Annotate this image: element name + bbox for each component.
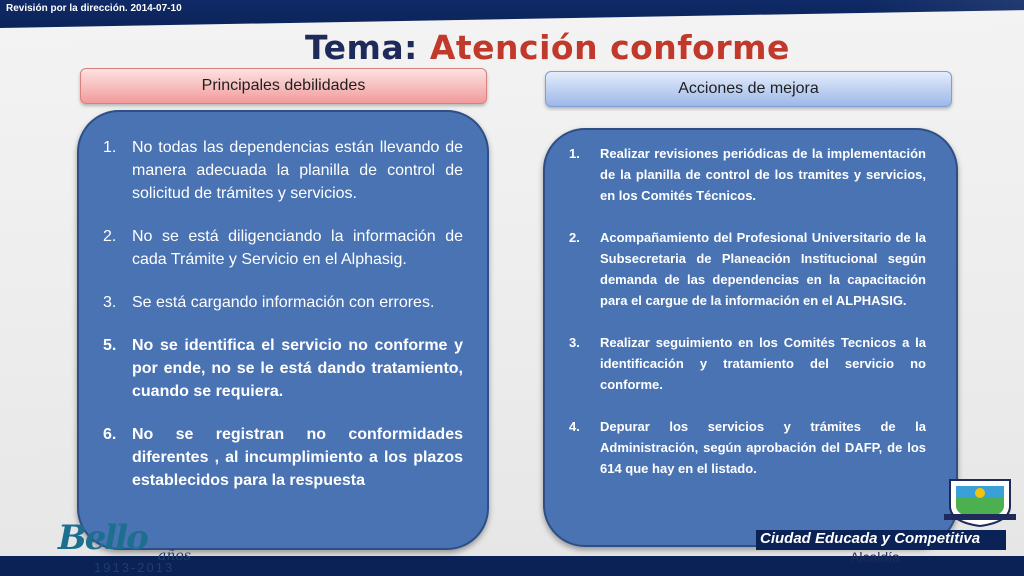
list-item (103, 136, 463, 205)
coat-of-arms-icon (942, 476, 1018, 528)
list-item (103, 225, 463, 271)
item-text: No se registran no conformidades diferentes , al incumplimiento a los plazos establecidos para la respuesta (132, 426, 463, 489)
item-number: 3. (569, 335, 580, 350)
actions-heading (545, 71, 952, 107)
list-item (103, 291, 463, 314)
title-lead: Tema: (305, 28, 430, 67)
list-item (103, 334, 463, 403)
item-text: Realizar seguimiento en los Comités Tecnicos a la identificación y tratamiento del servicio no conforme. (600, 335, 926, 392)
title-accent: Atención conforme (429, 28, 790, 67)
list-item (569, 332, 926, 395)
slide-title (305, 28, 790, 67)
item-number: 2. (569, 230, 580, 245)
list-item (569, 416, 926, 479)
centenary-anos: años (158, 548, 191, 564)
list-item (569, 143, 926, 206)
presentation-meta: Revisión por la dirección. 2014-07-10 (6, 3, 182, 14)
item-number: 1. (569, 146, 580, 161)
item-text: No se está diligenciando la información de cada Trámite y Servicio en el Alphasig. (132, 228, 463, 268)
item-number: 6. (103, 426, 117, 443)
centenary-logo (58, 520, 218, 576)
weaknesses-heading-label: Principales debilidades (201, 77, 366, 94)
list-item (569, 227, 926, 311)
item-number: 5. (103, 337, 117, 354)
item-text: No todas las dependencias están llevando de manera adecuada la planilla de control de solicitud de trámites y servicios. (132, 139, 463, 202)
municipality-slogan: Ciudad Educada y Competitiva (756, 530, 1006, 550)
item-number: 2. (103, 228, 117, 245)
item-text: Se está cargando información con errores. (132, 294, 435, 311)
item-text: Acompañamiento del Profesional Universitario de la Subsecretaria de Planeación Institucional según demanda de las dependencias en la capacitación para el cargue de la información en el ALPHASIG. (600, 230, 926, 308)
centenary-wordmark: Bello (58, 518, 147, 558)
weaknesses-list (103, 136, 463, 512)
municipality-logo (756, 476, 1024, 576)
item-number: 3. (103, 294, 117, 311)
item-number: 1. (103, 139, 117, 156)
actions-list (569, 143, 926, 500)
item-text: Realizar revisiones periódicas de la implementación de la planilla de control de los tramites y servicios, en los Comités Técnicos. (600, 146, 926, 203)
centenary-years: 1913-2013 (94, 560, 175, 575)
weaknesses-heading (80, 68, 487, 104)
weaknesses-panel (77, 110, 489, 550)
item-text: Depurar los servicios y trámites de la Administración, según aprobación del DAFP, de los 614 que hay en el listado. (600, 419, 926, 476)
actions-heading-label: Acciones de mejora (678, 80, 819, 97)
item-number: 4. (569, 419, 580, 434)
municipality-name: Alcaldía (850, 549, 900, 565)
list-item (103, 423, 463, 492)
item-text: No se identifica el servicio no conforme y por ende, no se le está dando tratamiento, cuando se requiera. (132, 337, 463, 400)
